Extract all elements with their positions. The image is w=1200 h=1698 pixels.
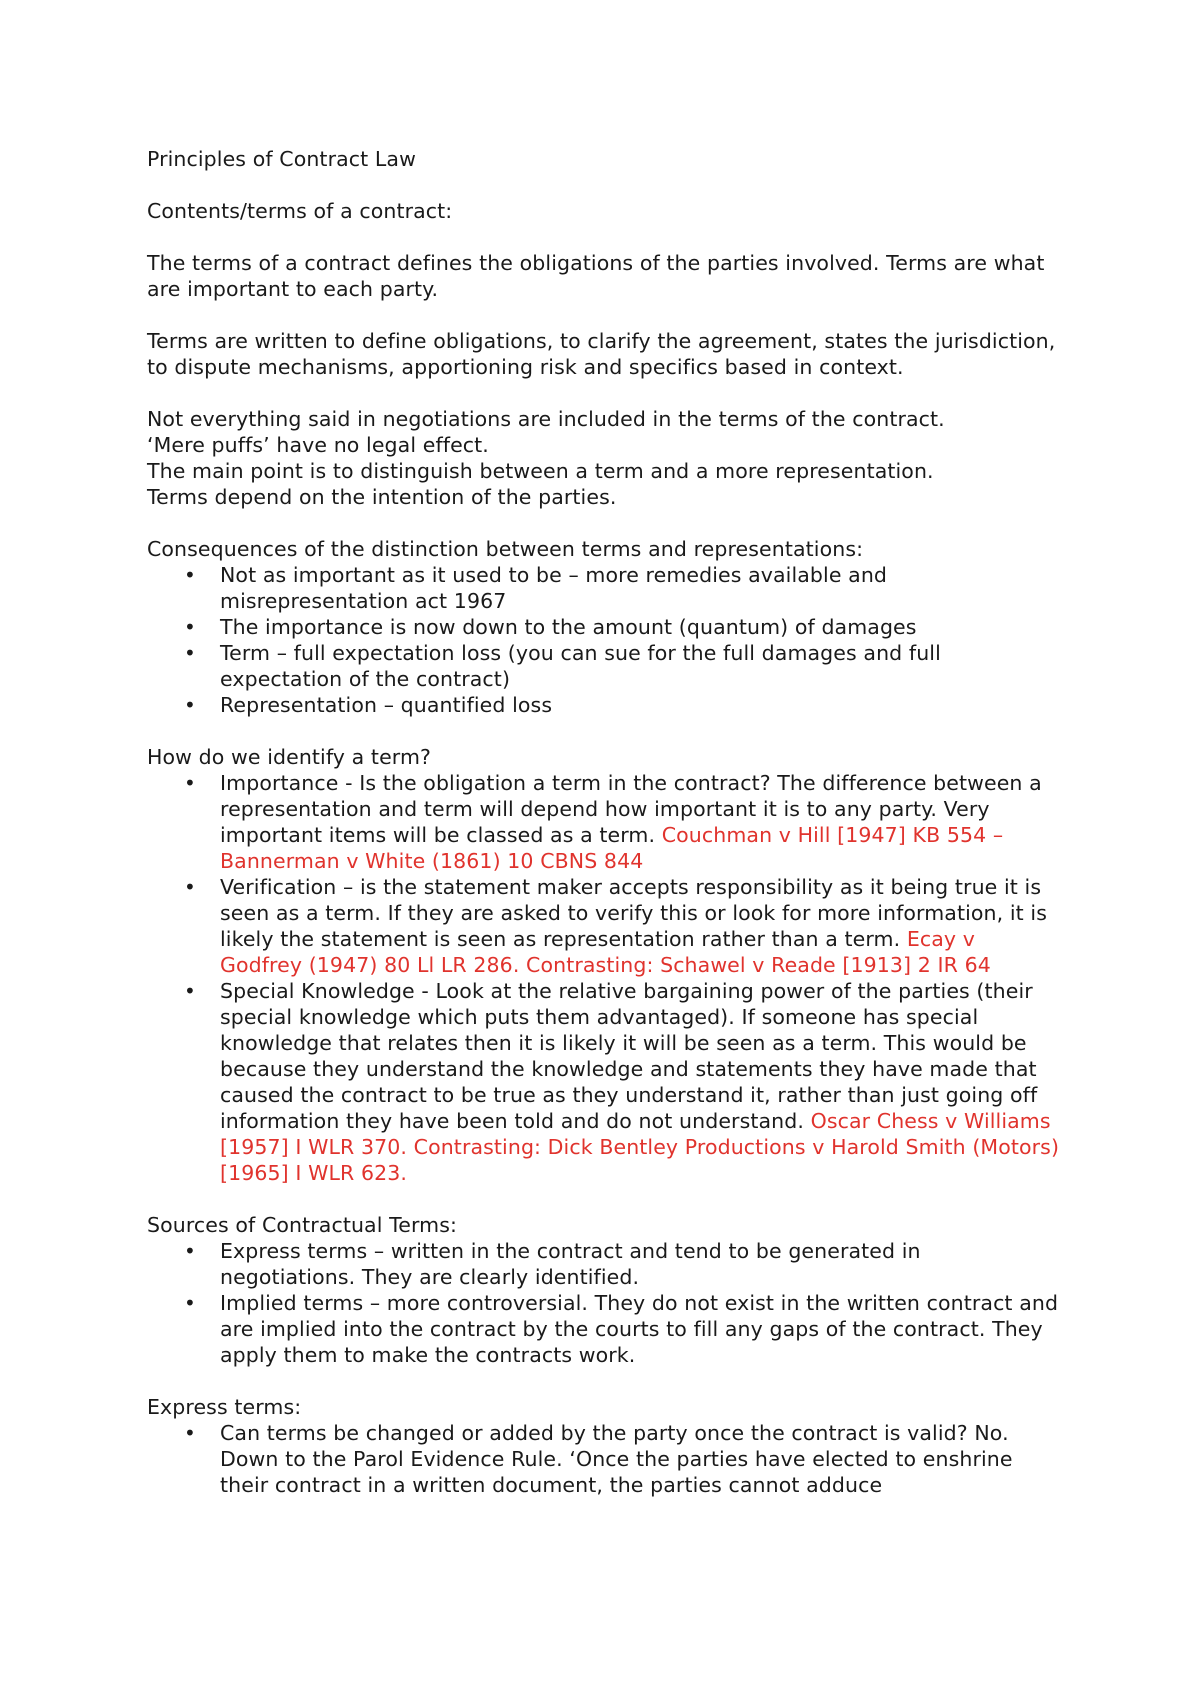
list-item	[147, 614, 1062, 640]
list-item-text: Importance - Is the obligation a term in the contract? The difference between a representation and term will depend how important it is to any party. Very important items will be classed as a term.	[220, 771, 1042, 847]
case-citation: Couchman v Hill [1947] KB 554 – Bannerman v White (1861) 10 CBNS 844	[220, 823, 1004, 873]
bullet-icon: •	[184, 641, 196, 665]
identify-list	[147, 770, 1062, 1186]
document-body	[147, 146, 1062, 1498]
list-item-text: Verification – is the statement maker accepts responsibility as it being true it is seen as a term. If they are asked to verify this or look for more information, it is likely the statement is seen as representation rather than a term.	[220, 875, 1047, 951]
list-item	[147, 640, 1062, 692]
case-citation: Oscar Chess v Williams [1957] I WLR 370. Contrasting: Dick Bentley Productions v Harold Smith (Motors) [1965] I WLR 623.	[220, 1109, 1060, 1185]
bullet-icon: •	[184, 563, 196, 587]
bullet-icon: •	[184, 615, 196, 639]
bullet-icon: •	[184, 1421, 196, 1445]
list-item	[147, 1290, 1062, 1368]
paragraph-negotiations-line: Not everything said in negotiations are included in the terms of the contract.	[147, 407, 945, 431]
sources-heading: Sources of Contractual Terms:	[147, 1213, 458, 1237]
identify-heading: How do we identify a term?	[147, 745, 432, 769]
list-item-text: Term – full expectation loss (you can sue for the full damages and full expectation of the contract)	[220, 641, 941, 691]
express-terms-list	[147, 1420, 1062, 1498]
bullet-icon: •	[184, 1291, 196, 1315]
list-item-text: The importance is now down to the amount (quantum) of damages	[220, 615, 917, 639]
case-citation: Ecay v Godfrey (1947) 80 Ll LR 286. Contrasting: Schawel v Reade [1913] 2 IR 64	[220, 927, 991, 977]
bullet-icon: •	[184, 693, 196, 717]
consequences-list	[147, 562, 1062, 718]
sources-list	[147, 1238, 1062, 1368]
paragraph-mere-puffs-line: ‘Mere puffs’ have no legal effect.	[147, 433, 489, 457]
bullet-icon: •	[184, 1239, 196, 1263]
list-item	[147, 1238, 1062, 1290]
bullet-icon: •	[184, 979, 196, 1003]
list-item	[147, 562, 1062, 614]
document-title: Principles of Contract Law	[147, 147, 416, 171]
express-terms-heading: Express terms:	[147, 1395, 302, 1419]
list-item	[147, 692, 1062, 718]
list-item-text: Representation – quantified loss	[220, 693, 553, 717]
bullet-icon: •	[184, 875, 196, 899]
paragraph-terms-purpose: Terms are written to define obligations, to clarify the agreement, states the jurisdiction, to dispute mechanisms, apportioning risk and specifics based in context.	[147, 329, 1056, 379]
list-item-text: Implied terms – more controversial. They do not exist in the written contract and are implied into the contract by the courts to fill any gaps of the contract. They apply them to make the contracts work.	[220, 1291, 1059, 1367]
list-item	[147, 874, 1062, 978]
paragraph-main-point-line: The main point is to distinguish between a term and a more representation.	[147, 459, 934, 483]
list-item	[147, 978, 1062, 1186]
list-item-text: Not as important as it used to be – more remedies available and misrepresentation act 1967	[220, 563, 888, 613]
paragraph-intention-line: Terms depend on the intention of the parties.	[147, 485, 617, 509]
list-item-text: Special Knowledge - Look at the relative bargaining power of the parties (their special knowledge which puts them advantaged). If someone has special knowledge that relates then it is likely it will be seen as a term. This would be because they understand the knowledge and statements they have made that caused the contract to be true as they understand it, rather than just going off information they have been told and do not understand.	[220, 979, 1038, 1133]
bullet-icon: •	[184, 771, 196, 795]
paragraph-terms-definition: The terms of a contract defines the obligations of the parties involved. Terms are what are important to each party.	[147, 251, 1045, 301]
contents-heading: Contents/terms of a contract:	[147, 199, 453, 223]
consequences-heading: Consequences of the distinction between terms and representations:	[147, 537, 864, 561]
list-item-text: Can terms be changed or added by the party once the contract is valid? No. Down to the Parol Evidence Rule. ‘Once the parties have elected to enshrine their contract in a written document, the parties cannot adduce	[220, 1421, 1013, 1497]
list-item	[147, 770, 1062, 874]
list-item-text: Express terms – written in the contract and tend to be generated in negotiations. They are clearly identified.	[220, 1239, 921, 1289]
list-item	[147, 1420, 1062, 1498]
